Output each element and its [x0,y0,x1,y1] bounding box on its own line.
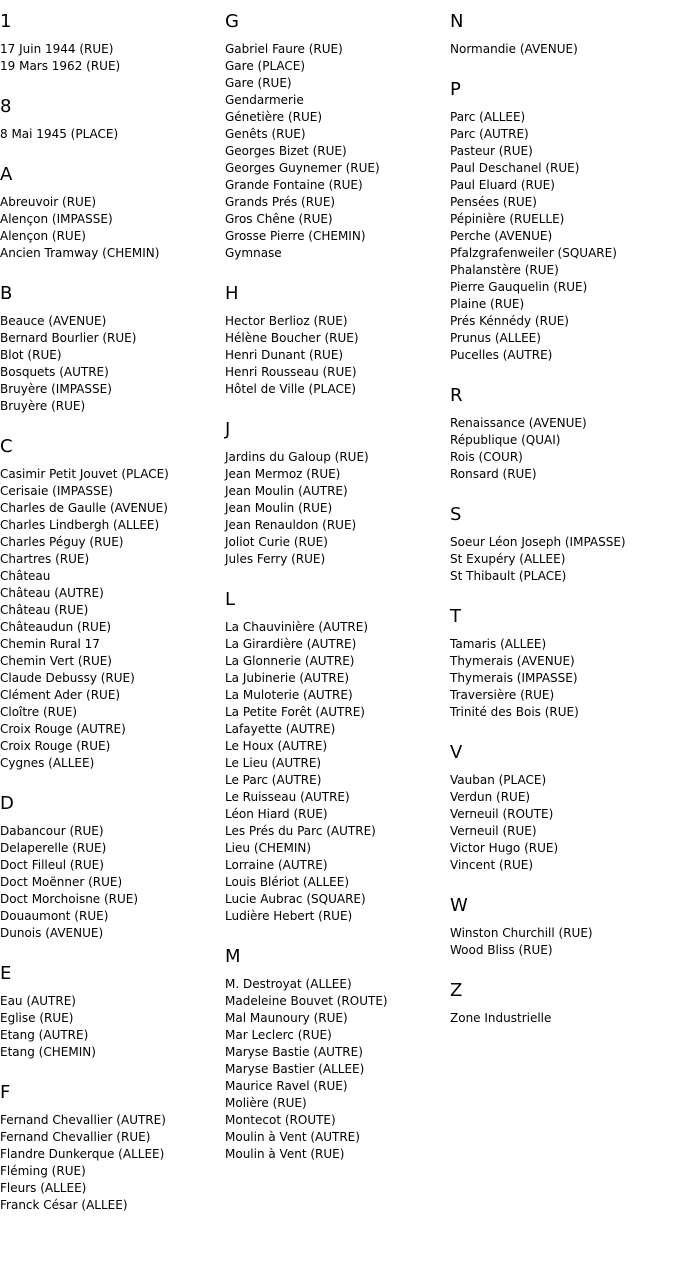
street-name: Claude Debussy (RUE) [0,671,135,685]
street-name: Chemin Rural 17 [0,637,100,651]
street-name: Henri Dunant (RUE) [225,348,344,362]
letter-group [450,11,674,58]
street-name: Vincent (RUE) [450,858,534,872]
street-name: Tamaris (ALLEE) [450,637,547,651]
street-name: Pucelles (AUTRE) [450,348,553,362]
street-name: Georges Bizet (RUE) [225,144,347,158]
letter-heading: V [450,742,463,763]
letter-heading: E [0,963,12,984]
street-name: Traversière (RUE) [450,688,555,702]
street-name: Le Lieu (AUTRE) [225,756,322,770]
street-name: Fernand Chevallier (AUTRE) [0,1113,166,1127]
letter-heading: B [0,283,13,304]
letter-heading: C [0,436,13,457]
street-name: Victor Hugo (RUE) [450,841,559,855]
street-name: Grosse Pierre (CHEMIN) [225,229,366,243]
letter-heading: F [0,1082,11,1103]
street-name: La Chauvinière (AUTRE) [225,620,369,634]
letter-group [450,504,674,585]
street-name: Bruyère (IMPASSE) [0,382,112,396]
street-name: Doct Filleul (RUE) [0,858,104,872]
street-name: Eau (AUTRE) [0,994,76,1008]
street-name: Château (RUE) [0,603,89,617]
street-name: Génetière (RUE) [225,110,323,124]
street-list [450,925,674,959]
street-name: Pfalzgrafenweiler (SQUARE) [450,246,617,260]
street-name: Molière (RUE) [225,1096,307,1110]
street-list [225,313,449,398]
street-name: Blot (RUE) [0,348,62,362]
street-name: Soeur Léon Joseph (IMPASSE) [450,535,626,549]
street-name: Pierre Gauquelin (RUE) [450,280,588,294]
street-name: Franck César (ALLEE) [0,1198,128,1212]
letter-group [225,283,449,398]
letter-heading: J [225,419,231,440]
street-list [0,126,224,143]
street-name: Paul Eluard (RUE) [450,178,555,192]
street-list [225,41,449,262]
letter-heading: D [0,793,14,814]
street-name: Chemin Vert (RUE) [0,654,112,668]
letter-group [0,436,224,772]
street-name: Vauban (PLACE) [450,773,547,787]
letter-group [0,164,224,262]
letter-heading: W [450,895,468,916]
street-name: Léon Hiard (RUE) [225,807,328,821]
street-name: Doct Moënner (RUE) [0,875,123,889]
letter-heading: S [450,504,462,525]
letter-heading: Z [450,980,463,1001]
street-name: M. Destroyat (ALLEE) [225,977,352,991]
street-name: Moulin à Vent (RUE) [225,1147,345,1161]
letter-heading: R [450,385,463,406]
street-list [0,466,224,772]
street-name: Gabriel Faure (RUE) [225,42,343,56]
street-name: Grands Prés (RUE) [225,195,336,209]
street-name: Château (AUTRE) [0,586,104,600]
street-name: St Thibault (PLACE) [450,569,567,583]
street-name: Verneuil (RUE) [450,824,537,838]
letter-heading: L [225,589,236,610]
street-name: Cygnes (ALLEE) [0,756,95,770]
street-list [225,619,449,925]
street-index-column-2 [225,0,449,1184]
street-name: Genêts (RUE) [225,127,306,141]
letter-group [450,385,674,483]
street-name: Louis Blériot (ALLEE) [225,875,350,889]
letter-group [225,11,449,262]
street-name: Fleurs (ALLEE) [0,1181,87,1195]
street-name: Madeleine Bouvet (ROUTE) [225,994,388,1008]
letter-group [225,589,449,925]
street-name: Wood Bliss (RUE) [450,943,553,957]
street-list [0,194,224,262]
street-list [0,993,224,1061]
street-name: Verdun (RUE) [450,790,531,804]
street-index-column-3 [450,0,674,1048]
street-name: Delaperelle (RUE) [0,841,107,855]
street-name: Pépinière (RUELLE) [450,212,565,226]
street-list [0,1112,224,1214]
street-name: Lafayette (AUTRE) [225,722,336,736]
street-name: Hector Berlioz (RUE) [225,314,348,328]
street-name: Jean Moulin (RUE) [225,501,333,515]
street-list [450,415,674,483]
letter-group [0,96,224,143]
street-name: Etang (CHEMIN) [0,1045,96,1059]
street-name: Winston Churchill (RUE) [450,926,593,940]
street-name: 19 Mars 1962 (RUE) [0,59,121,73]
street-name: Plaine (RUE) [450,297,525,311]
street-name: Pensées (RUE) [450,195,537,209]
street-name: Maryse Bastie (AUTRE) [225,1045,363,1059]
street-name: Fernand Chevallier (RUE) [0,1130,151,1144]
street-name: Eglise (RUE) [0,1011,74,1025]
street-list [0,823,224,942]
street-name: Prunus (ALLEE) [450,331,541,345]
street-list [450,534,674,585]
street-name: Jean Mermoz (RUE) [225,467,341,481]
street-list [450,41,674,58]
street-name: Doct Morchoisne (RUE) [0,892,139,906]
street-name: Hélène Boucher (RUE) [225,331,359,345]
street-name: Charles de Gaulle (AVENUE) [0,501,168,515]
street-name: Croix Rouge (AUTRE) [0,722,126,736]
street-list [0,41,224,75]
street-name: Hôtel de Ville (PLACE) [225,382,357,396]
street-name: Trinité des Bois (RUE) [450,705,579,719]
street-name: Pasteur (RUE) [450,144,533,158]
street-name: Moulin à Vent (AUTRE) [225,1130,360,1144]
street-name: Verneuil (ROUTE) [450,807,554,821]
street-name: Alençon (RUE) [0,229,86,243]
street-name: Zone Industrielle [450,1011,552,1025]
street-name: Ludière Hebert (RUE) [225,909,353,923]
letter-group [0,793,224,942]
street-list [450,1010,674,1027]
street-name: Charles Lindbergh (ALLEE) [0,518,160,532]
street-name: Beauce (AVENUE) [0,314,107,328]
street-name: Croix Rouge (RUE) [0,739,111,753]
street-name: Clément Ader (RUE) [0,688,121,702]
street-name: La Glonnerie (AUTRE) [225,654,355,668]
street-name: La Girardière (AUTRE) [225,637,357,651]
street-name: Gendarmerie [225,93,304,107]
letter-heading: M [225,946,241,967]
street-name: Jean Moulin (AUTRE) [225,484,348,498]
street-name: Perche (AVENUE) [450,229,553,243]
street-name: République (QUAI) [450,433,561,447]
street-name: 17 Juin 1944 (RUE) [0,42,114,56]
letter-group [450,606,674,721]
letter-heading: T [450,606,461,627]
street-name: Fléming (RUE) [0,1164,86,1178]
street-name: Jean Renauldon (RUE) [225,518,357,532]
street-name: Alençon (IMPASSE) [0,212,113,226]
street-name: Douaumont (RUE) [0,909,109,923]
street-name: Lucie Aubrac (SQUARE) [225,892,366,906]
street-name: Maurice Ravel (RUE) [225,1079,348,1093]
street-name: Dabancour (RUE) [0,824,104,838]
street-name: La Muloterie (AUTRE) [225,688,353,702]
street-name: Lieu (CHEMIN) [225,841,312,855]
letter-heading: A [0,164,13,185]
street-name: Maryse Bastier (ALLEE) [225,1062,365,1076]
street-list [450,636,674,721]
street-name: Ancien Tramway (CHEMIN) [0,246,160,260]
street-name: Georges Guynemer (RUE) [225,161,380,175]
letter-heading: 1 [0,11,12,32]
letter-group [0,11,224,75]
street-name: Gare (RUE) [225,76,292,90]
letter-group [225,946,449,1163]
street-name: Normandie (AVENUE) [450,42,578,56]
street-name: Joliot Curie (RUE) [225,535,328,549]
street-name: Châteaudun (RUE) [0,620,112,634]
street-name: Rois (COUR) [450,450,523,464]
street-name: Phalanstère (RUE) [450,263,559,277]
street-list [0,313,224,415]
street-list [225,449,449,568]
letter-group [450,79,674,364]
street-name: Cloître (RUE) [0,705,78,719]
street-name: Chartres (RUE) [0,552,90,566]
street-name: Parc (ALLEE) [450,110,526,124]
street-name: Henri Rousseau (RUE) [225,365,357,379]
letter-heading: H [225,283,239,304]
letter-group [0,1082,224,1214]
street-name: La Jubinerie (AUTRE) [225,671,350,685]
street-name: 8 Mai 1945 (PLACE) [0,127,119,141]
street-name: Cerisaie (IMPASSE) [0,484,113,498]
street-list [450,772,674,874]
letter-group [450,895,674,959]
street-name: Grande Fontaine (RUE) [225,178,363,192]
letter-heading: P [450,79,461,100]
letter-group [450,742,674,874]
street-name: Thymerais (IMPASSE) [450,671,578,685]
street-name: Les Prés du Parc (AUTRE) [225,824,376,838]
street-name: Château [0,569,51,583]
letter-group [225,419,449,568]
street-name: Le Parc (AUTRE) [225,773,322,787]
street-name: Bruyère (RUE) [0,399,86,413]
street-name: Parc (AUTRE) [450,127,529,141]
street-name: Bernard Bourlier (RUE) [0,331,137,345]
street-name: Gare (PLACE) [225,59,306,73]
street-name: Paul Deschanel (RUE) [450,161,580,175]
letter-heading: G [225,11,239,32]
street-name: Mar Leclerc (RUE) [225,1028,332,1042]
letter-heading: 8 [0,96,12,117]
street-name: Flandre Dunkerque (ALLEE) [0,1147,165,1161]
street-name: Dunois (AVENUE) [0,926,104,940]
street-name: Thymerais (AVENUE) [450,654,575,668]
street-name: Abreuvoir (RUE) [0,195,97,209]
street-index-column-1 [0,0,224,1235]
street-list [225,976,449,1163]
street-name: Jules Ferry (RUE) [225,552,326,566]
street-name: Charles Péguy (RUE) [0,535,124,549]
street-name: Le Ruisseau (AUTRE) [225,790,350,804]
street-name: Casimir Petit Jouvet (PLACE) [0,467,169,481]
street-name: Mal Maunoury (RUE) [225,1011,348,1025]
street-name: Renaissance (AVENUE) [450,416,587,430]
street-name: Ronsard (RUE) [450,467,537,481]
street-list [450,109,674,364]
street-name: Etang (AUTRE) [0,1028,89,1042]
street-name: Le Houx (AUTRE) [225,739,328,753]
street-name: St Exupéry (ALLEE) [450,552,566,566]
street-name: Gymnase [225,246,282,260]
letter-heading: N [450,11,464,32]
street-name: Gros Chêne (RUE) [225,212,333,226]
letter-group [0,283,224,415]
street-name: La Petite Forêt (AUTRE) [225,705,365,719]
letter-group [0,963,224,1061]
letter-group [450,980,674,1027]
street-name: Jardins du Galoup (RUE) [225,450,369,464]
street-name: Montecot (ROUTE) [225,1113,336,1127]
street-name: Prés Kénnédy (RUE) [450,314,569,328]
street-name: Bosquets (AUTRE) [0,365,109,379]
street-name: Lorraine (AUTRE) [225,858,328,872]
